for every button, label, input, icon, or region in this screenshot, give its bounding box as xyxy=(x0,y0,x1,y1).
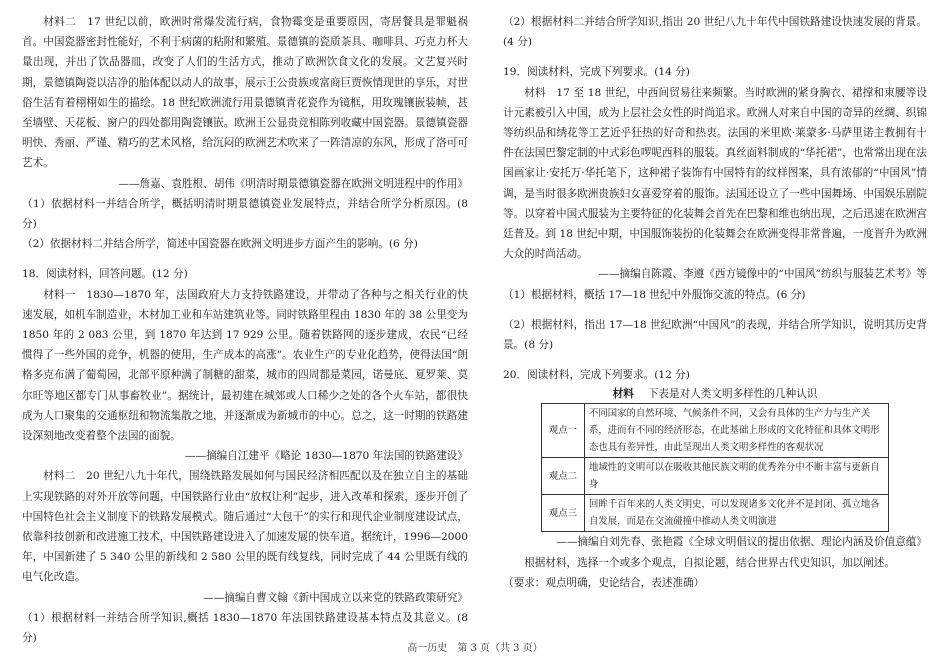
q20-requirement: 根据材料，选择一个或多个观点，自拟论题，结合世界古代史知识，加以阐述。 xyxy=(524,556,895,569)
q17-material-2-source: ——詹嘉、袁胜根、胡伟《明清时期景德镇瓷器在欧洲文明进程中的作用》 xyxy=(118,177,468,190)
q17-material-2: 材料二 17 世纪以前，欧洲时常爆发流行病，食物霉变是重要原因，寄居餐具是罪魁祸首。中国瓷器密封性能好，不利于病菌的粘附和繁殖。景德镇的瓷质茶具、咖啡具、巧克力杯大量出现，并出了饮品器皿，改变了人们的生活方式，推动了欧洲饮食文化的发展。文艺复兴时期，景德镇陶瓷以洁净的胎体配以动人的故事，展示王公贵族或富商巨贾恢情现世的享乐，对世俗生活有着栩栩如生的描绘。18 世纪欧洲流行用景德镇青花瓷作为镜框，用玫瑰镶嵌装帧，甚至墙壁、天花板、窗户的四处都用陶瓷镶嵌。欧洲王公显贵竞相陈列收藏中国瓷器。景德镇瓷器明快、秀丽、严谨、精巧的艺术风格，给沉闷的欧洲艺术吹来了一阵清凉的东风，形成了洛可可艺术。 xyxy=(22,16,468,170)
q18-title: 18．阅读材料，回答问题。(12 分) xyxy=(22,268,188,281)
q19-material-source: ——摘编自陈霞、李遵《西方镜像中的“中国风”纺织与服装艺术考》等 xyxy=(598,268,927,281)
viewpoints-table xyxy=(541,403,889,532)
right-column xyxy=(503,12,927,593)
left-column xyxy=(22,12,468,648)
q18-material-1: 材料一 1830—1870 年，法国政府大力支持铁路建设，并带动了各种与之相关行业的快速发展，如机车制造业，木材加工业和车站建筑业等。同时铁路里程由 1830 年的 38 公里变为 1850 年的 2 083 公里，到 1870 年达到 17 929 公里。随着铁路网的逐步建成，农民“已经惯得了一些外国的竞争，机器的使用，生产成本的高涨”。农业生产的专业化趋势，使得法国“朗格多克布满了葡萄园，北部平原种满了制糖的甜菜，城市的四周都是菜园，诺曼底、夏罗莱、莫尔旺等地区都专门从事畜牧业”。据统计，最初建在城郊或人口稀少之处的各个火车站，都很快成为人口聚集的交通枢纽和物流集散之地，并逐渐成为新城市的中心。总之，这一时期的铁路建设深刻地改变着整个法国的面貌。 xyxy=(22,288,468,443)
viewpoint-heading: 观点一 xyxy=(542,404,585,458)
q19-material: 材料 17 至 18 世纪，中西间贸易往来频繁。当时欧洲的紧身胸衣、裙撑和束腰等设计元素被引入中国，成为上层社会女性的时尚追求。欧洲人对来自中国的奇异的丝绸、织锦等纺织品和绣花等工艺近乎狂热的好奇和热衷。法国的米里欧·莱蒙多·马萨里诺主教拥有十件在法国巴黎定制的中式彩色啰呢西科的服装。真丝面料制成的“华托裙”，也常常出现在法国画家让·安托万·华托笔下，这种裙子装饰有中国特有的纹样图案，具有浓郁的“中国风”情调，是当时很多欧洲贵族妇女喜爱穿着的服饰。法国还设立了一些中国舞场、中国娱乐剧院等。以穿着中国式服装为主要特征的化装舞会首先在巴黎和维也纳出现，之后迅速在欧洲宫廷普及。到 18 世纪中期，中国服饰装扮的化装舞会在欧洲变得非常普遍，一度晋升为欧洲大众的时尚活动。 xyxy=(503,86,927,261)
q18-material-2: 材料二 20 世纪八九十年代，围绕铁路发展如何与国民经济相匹配以及在独立自主的基础上实现铁路的对外开放等问题，中国铁路行业由“放权让利”起步，进入改革和探索，逐步开创了中国特色社会主义制度下的铁路发展模式。随后通过“大包干”的实行和现代企业制度建设试点，依靠科技创新和改进施工技术，中国铁路建设进入了加速发展的快车道。据统计，1996—2000 年，中国新建了 5 340 公里的新线和 2 580 公里的既有线复线，同时完成了 44 公里既有线的电气化改造。 xyxy=(22,470,468,584)
q18-material-1-source: ——摘编自江建平《略论 1830—1870 年法国的铁路建设》 xyxy=(184,450,468,463)
table-row xyxy=(542,458,889,495)
q19-subquestion-1: （1）根据材料，概括 17—18 世纪中外服饰交流的特点。(6 分) xyxy=(503,288,806,301)
q18-subquestion-1: （1）根据材料一并结合所学知识,概括 1830—1870 年法国铁路建设基本特点及其意义。(8 分) xyxy=(22,611,468,645)
page-footer: 高一历史 第 3 页（共 3 页） xyxy=(407,643,543,654)
q20-title: 20．阅读材料，完成下列要求。(12 分) xyxy=(503,369,690,382)
q20-requirement-note: （要求：观点明确，史论结合，表述准确） xyxy=(503,576,705,589)
viewpoint-text: 回眸千百年来的人类文明史，可以发现诸多文化并不是封闭、孤立地各自发展，而是在交流碰撞中推动人类文明演进 xyxy=(585,495,889,532)
q20-table-caption-text: 下表是对人类文明多样性的几种认识 xyxy=(647,388,818,401)
q18-material-2-source: ——摘编自曹文翰《新中国成立以来党的铁路政策研究》 xyxy=(203,591,468,604)
viewpoint-text: 地域性的文明可以在吸收其他民族文明的优秀养分中不断丰富与更新自身 xyxy=(585,458,889,495)
viewpoint-heading: 观点三 xyxy=(542,495,585,532)
q19-title: 19．阅读材料，完成下列要求。(14 分) xyxy=(503,66,690,79)
viewpoint-text: 不同国家的自然环境、气候条件不同，又会有具体的生产力与生产关系，进而有不同的经济形态，在此基础上形成的文化特征和具体文明形态也具有差异性，由此呈现出人类文明多样性的客观状况 xyxy=(585,404,889,458)
q19-subquestion-2: （2）根据材料，指出 17—18 世纪欧洲“中国风”的表现，并结合所学知识，说明其历史背景。(8 分) xyxy=(503,318,927,352)
q20-table-caption xyxy=(503,385,927,403)
q20-material-source: ——摘编自刘先春、张艳霞《全球文明倡议的提出依据、理论内涵及价值意蕴》 xyxy=(556,536,927,549)
table-row xyxy=(542,495,889,532)
table-row xyxy=(542,404,889,458)
q20-material-label: 材料 xyxy=(612,388,634,401)
q18-subquestion-2: （2）根据材料二并结合所学知识,指出 20 世纪八九十年代中国铁路建设快速发展的背景。(4 分) xyxy=(503,16,927,49)
q17-subquestion-2: （2）依据材料二并结合所学，简述中国瓷器在欧洲文明进步方面产生的影响。(6 分) xyxy=(22,238,418,251)
q17-subquestion-1: （1）依据材料一并结合所学，概括明清时期景德镇瓷业发展特点，并结合所学分析原因。(8 分) xyxy=(22,197,468,231)
viewpoint-heading: 观点二 xyxy=(542,458,585,495)
